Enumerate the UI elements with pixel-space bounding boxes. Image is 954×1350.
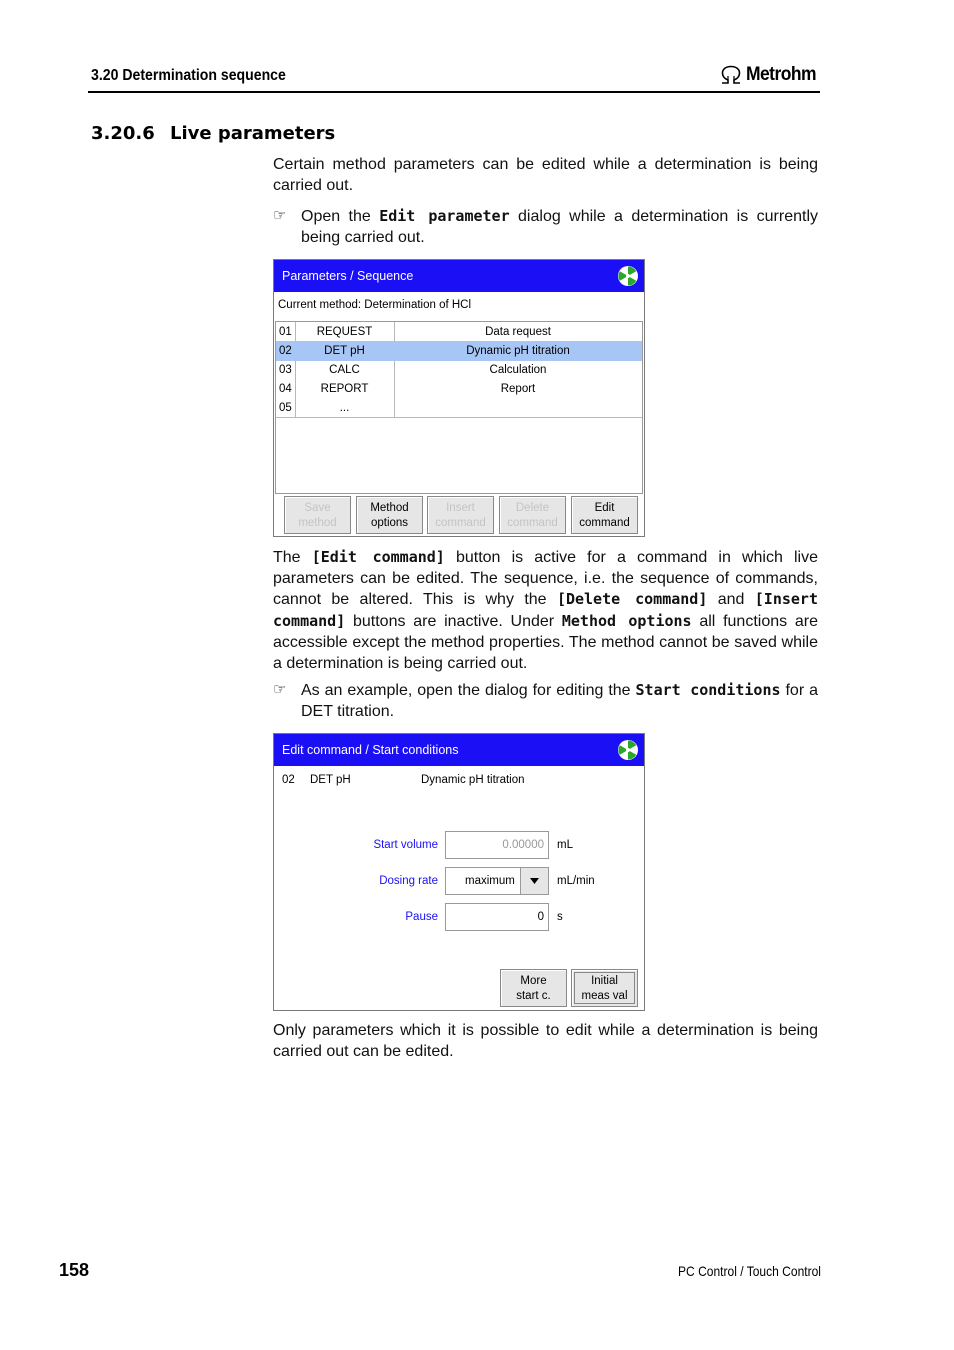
current-method-label: Current method: Determination of HCl [278,299,472,311]
section-title-text: Live parameters [170,123,336,144]
insert-command-button[interactable]: Insert command [427,496,494,534]
edit-command-paragraph: The [Edit command] button is active for a command in which live parameters can be edited. The sequence, i.e. the sequence of commands, cannot be altered. This is why the [Delete command] and [Insert command] buttons are inactive. Under Method options all functions are accessible except the method properties. The method cannot be saved while a determination is being carried out. [273,548,819,672]
command-number: 02 [282,774,295,786]
table-row[interactable]: 04 REPORT Report [279,382,536,395]
omega-logo-icon [719,65,743,85]
start-conditions-dialog [273,733,645,1011]
edit-command-button[interactable]: Edit command [571,496,638,534]
status-wheel-icon [617,265,639,287]
instruction-2 [273,680,818,722]
start-volume-unit: mL [557,839,573,851]
closing-paragraph: Only parameters which it is possible to edit while a determination is being carried out can be edited. [273,1022,818,1060]
dialog-titlebar [274,734,644,766]
status-wheel-icon [617,739,639,761]
table-row[interactable]: 05 ... [279,401,350,414]
dosing-rate-value: maximum [465,875,515,887]
dialog-titlebar [274,260,644,292]
pause-field[interactable]: 0 [445,903,549,931]
running-header-title: 3.20 Determination sequence [91,67,286,84]
table-row-selected[interactable]: 02 DET pH Dynamic pH titration [276,341,642,361]
pointing-hand-icon: ☞ [273,207,287,224]
save-method-button[interactable]: Save method [284,496,351,534]
instruction-1-text: Open the Edit parameter dialog while a determination is currently being carried out. [301,207,819,246]
instruction-1 [273,206,818,248]
dosing-rate-label: Dosing rate [379,875,438,887]
header-rule [88,91,820,93]
footer-product: PC Control / Touch Control [678,1263,821,1279]
section-heading [91,123,335,144]
pause-unit: s [557,911,563,923]
instruction-2-text: As an example, open the dialog for editing the Start conditions for a DET titration. [301,681,818,720]
delete-command-button[interactable]: Delete command [499,496,566,534]
logo-wordmark: Metrohm [746,64,816,85]
pointing-hand-icon: ☞ [273,681,287,698]
command-description: Dynamic pH titration [421,774,525,786]
dropdown-arrow-icon[interactable] [520,868,548,894]
section-number: 3.20.6 [91,123,155,144]
more-start-conditions-button[interactable]: More start c. [500,969,567,1007]
dosing-rate-select[interactable] [445,867,549,895]
start-volume-field[interactable]: 0.00000 [445,831,549,859]
intro-paragraph: Certain method parameters can be edited while a determination is being carried out. [273,156,818,194]
initial-meas-val-button[interactable]: Initial meas val [571,969,638,1007]
sequence-table [275,321,643,494]
dosing-rate-unit: mL/min [557,875,595,887]
start-volume-label: Start volume [373,839,438,851]
parameters-sequence-dialog [273,259,645,537]
metrohm-logo [719,64,822,86]
table-row[interactable]: 03 CALC Calculation [279,363,547,376]
dialog-title: Edit command / Start conditions [282,743,459,757]
page-number: 158 [59,1260,90,1280]
pause-label: Pause [405,911,438,923]
dialog-title: Parameters / Sequence [282,269,414,283]
method-options-button[interactable]: Method options [356,496,423,534]
table-row[interactable]: 01 REQUEST Data request [279,325,551,338]
command-name: DET pH [310,774,351,786]
